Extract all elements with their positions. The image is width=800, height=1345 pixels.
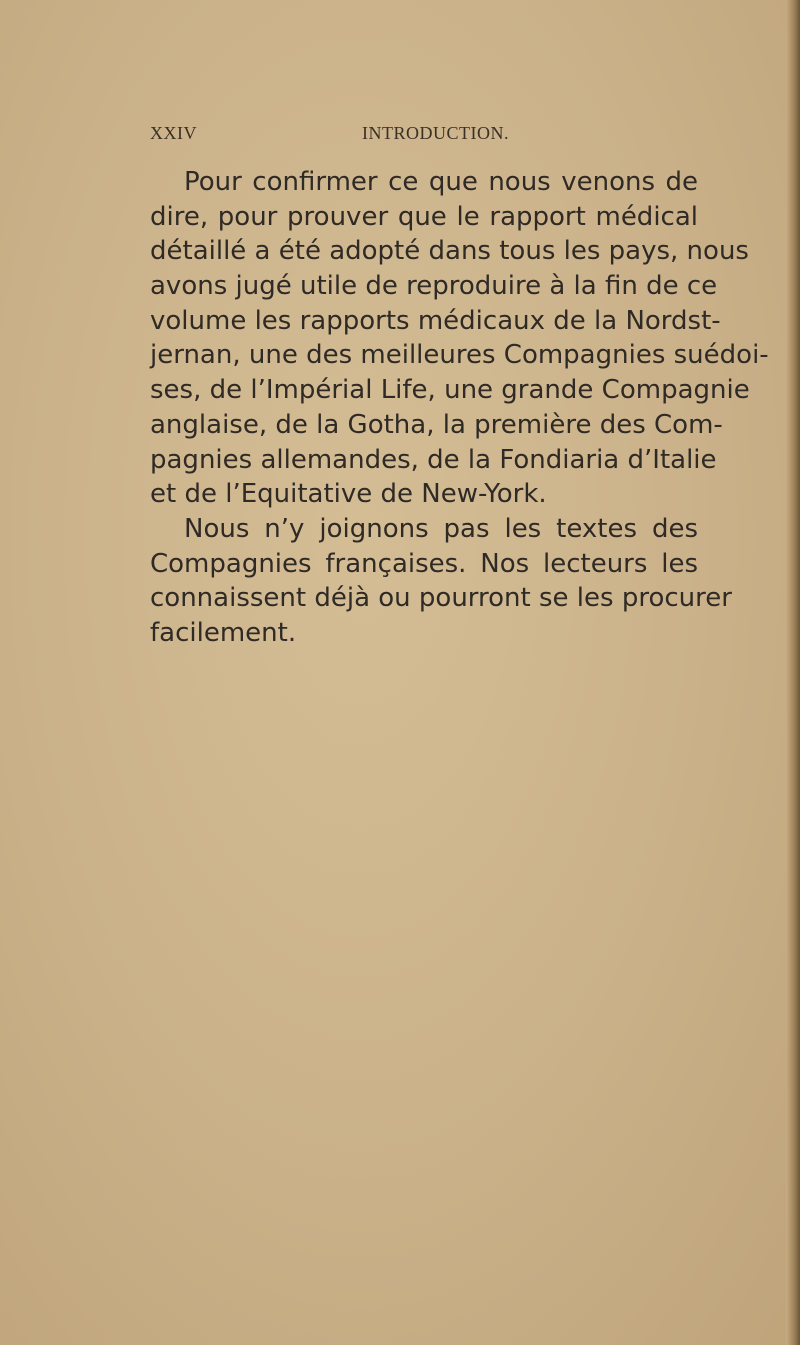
running-title: INTRODUCTION. — [362, 123, 509, 143]
page-edge-shadow — [786, 0, 800, 1345]
body-text — [150, 165, 769, 651]
running-head — [150, 123, 680, 147]
text-line: et de l’Equitative de New-York. — [150, 479, 547, 510]
paragraph-2 — [150, 512, 732, 651]
text-line: détaillé a été adopté dans tous les pays, nous — [150, 236, 749, 267]
text-line: avons jugé utile de reproduire à la fin de ce — [150, 271, 718, 302]
text-line: facilement. — [150, 617, 297, 648]
text-line: pagnies allemandes, de la Fondiaria d’Italie — [150, 444, 717, 475]
text-line: Pour confirmer ce que nous venons de — [184, 167, 698, 197]
text-line: connaissent déjà ou pourront se les procurer — [150, 583, 732, 614]
paragraph-1 — [150, 165, 769, 512]
text-line: dire, pour prouver que le rapport médical — [150, 201, 698, 232]
text-line: ses, de l’Impérial Life, une grande Compagnie — [150, 375, 750, 406]
text-line: jernan, une des meilleures Compagnies suédoi- — [150, 340, 769, 371]
text-line: Compagnies françaises. Nos lecteurs les — [150, 548, 698, 579]
text-line: volume les rapports médicaux de la Nordst- — [150, 305, 721, 336]
page-number: XXIV — [150, 123, 197, 143]
text-line: Nous n’y joignons pas les textes des — [184, 513, 698, 544]
text-line: anglaise, de la Gotha, la première des Com- — [150, 409, 723, 440]
